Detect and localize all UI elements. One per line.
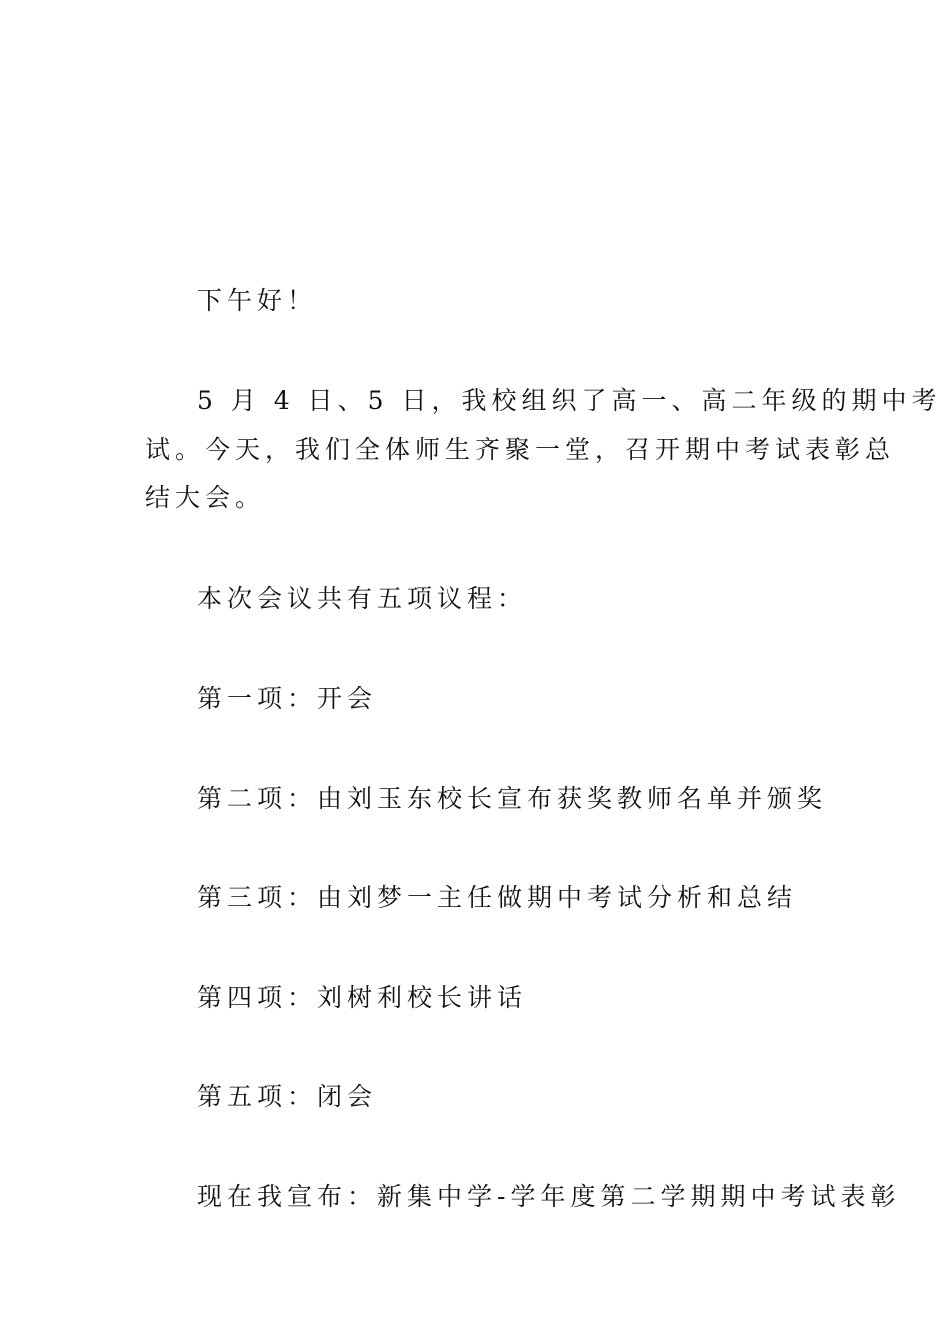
intro-line: 5 月 4 日、5 日，我校组织了高一、高二年级的期中考	[197, 386, 942, 415]
agenda-item: 第二项：由刘玉东校长宣布获奖教师名单并颁奖	[197, 784, 828, 813]
agenda-item: 第三项：由刘梦一主任做期中考试分析和总结	[197, 883, 798, 912]
agenda-item: 第一项：开会	[197, 684, 378, 713]
intro-line: 结大会。	[145, 483, 266, 512]
closing-paragraph: 现在我宣布：新集中学-学年度第二学期期中考试表彰	[197, 1182, 901, 1211]
greeting: 下午好！	[197, 286, 318, 315]
intro-line: 试。今天，我们全体师生齐聚一堂，召开期中考试表彰总	[145, 435, 896, 464]
agenda-item: 第五项：闭会	[197, 1082, 378, 1111]
agenda-item: 第四项：刘树利校长讲话	[197, 983, 528, 1012]
agenda-intro: 本次会议共有五项议程：	[197, 584, 528, 613]
